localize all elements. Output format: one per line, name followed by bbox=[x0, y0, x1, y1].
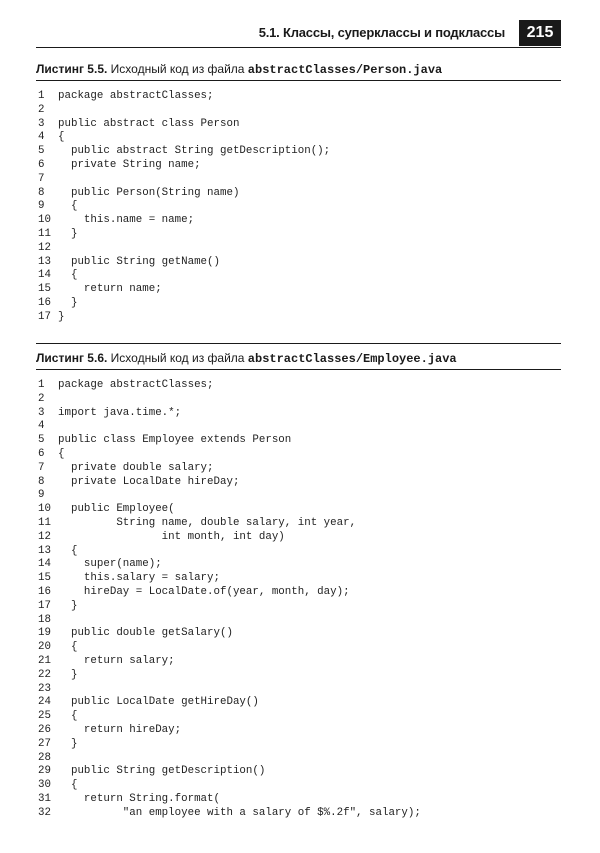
code-text: package abstractClasses; bbox=[58, 90, 214, 102]
line-number: 23 bbox=[38, 682, 51, 695]
code-text: this.salary = salary; bbox=[58, 572, 220, 585]
code-text: public class Employee extends Person bbox=[58, 434, 292, 447]
line-number: 8 bbox=[38, 186, 45, 199]
line-number: 14 bbox=[38, 558, 51, 571]
code-listing-employee bbox=[38, 379, 558, 821]
line-number: 1 bbox=[38, 90, 45, 102]
code-line bbox=[38, 242, 558, 256]
code-line bbox=[38, 379, 558, 393]
listing-caption-text: Исходный код из файла bbox=[107, 351, 248, 365]
code-text: } bbox=[58, 668, 78, 681]
section-title: 5.1. Классы, суперклассы и подклассы bbox=[258, 25, 505, 40]
line-number: 16 bbox=[38, 296, 51, 309]
code-text: { bbox=[58, 447, 65, 460]
code-line bbox=[38, 476, 558, 490]
code-listing-person bbox=[38, 90, 558, 325]
listing-top-rule bbox=[36, 343, 561, 344]
code-text: int month, int day) bbox=[58, 530, 285, 543]
code-line bbox=[38, 683, 558, 697]
line-number: 12 bbox=[38, 241, 51, 254]
line-number: 25 bbox=[38, 710, 51, 723]
line-number: 32 bbox=[38, 806, 51, 819]
code-line bbox=[38, 393, 558, 407]
code-line bbox=[38, 434, 558, 448]
line-number: 3 bbox=[38, 406, 45, 419]
code-line bbox=[38, 283, 558, 297]
code-line bbox=[38, 118, 558, 132]
line-number: 26 bbox=[38, 723, 51, 736]
code-line bbox=[38, 779, 558, 793]
code-line bbox=[38, 669, 558, 683]
line-number: 3 bbox=[38, 117, 45, 130]
code-text: } bbox=[58, 310, 65, 323]
code-line bbox=[38, 145, 558, 159]
code-line bbox=[38, 200, 558, 214]
code-line bbox=[38, 614, 558, 628]
line-number: 4 bbox=[38, 420, 45, 433]
line-number: 8 bbox=[38, 475, 45, 488]
code-line bbox=[38, 256, 558, 270]
line-number: 2 bbox=[38, 392, 45, 405]
code-line bbox=[38, 448, 558, 462]
code-line bbox=[38, 724, 558, 738]
code-line bbox=[38, 600, 558, 614]
code-text: } bbox=[58, 227, 78, 240]
code-text: super(name); bbox=[58, 558, 162, 571]
listing-filename: abstractClasses/Person.java bbox=[247, 63, 443, 77]
line-number: 5 bbox=[38, 434, 45, 447]
code-text: private double salary; bbox=[58, 461, 214, 474]
listing-rule bbox=[36, 80, 561, 81]
line-number: 15 bbox=[38, 283, 51, 296]
code-text: String name, double salary, int year, bbox=[58, 516, 357, 529]
line-number: 6 bbox=[38, 447, 45, 460]
code-text: "an employee with a salary of $%.2f", salary); bbox=[58, 806, 421, 819]
code-line bbox=[38, 187, 558, 201]
code-line bbox=[38, 738, 558, 752]
code-line bbox=[38, 655, 558, 669]
line-number: 19 bbox=[38, 627, 51, 640]
listing-caption-person bbox=[36, 61, 561, 78]
page-number: 215 bbox=[519, 20, 561, 46]
listing-label: Листинг 5.6. bbox=[36, 351, 108, 365]
code-text: return String.format( bbox=[58, 792, 220, 805]
line-number: 31 bbox=[38, 792, 51, 805]
line-number: 11 bbox=[38, 227, 51, 240]
code-line bbox=[38, 104, 558, 118]
code-text: return salary; bbox=[58, 654, 175, 667]
code-line bbox=[38, 90, 558, 104]
code-line bbox=[38, 131, 558, 145]
line-number: 9 bbox=[38, 200, 45, 213]
code-text: } bbox=[58, 737, 78, 750]
line-number: 27 bbox=[38, 737, 51, 750]
line-number: 5 bbox=[38, 145, 45, 158]
line-number: 13 bbox=[38, 255, 51, 268]
code-text: public String getName() bbox=[58, 255, 220, 268]
code-text: return name; bbox=[58, 283, 162, 296]
code-line bbox=[38, 420, 558, 434]
code-text: { bbox=[58, 544, 78, 557]
line-number: 7 bbox=[38, 172, 45, 185]
code-text: public LocalDate getHireDay() bbox=[58, 696, 259, 709]
code-line bbox=[38, 558, 558, 572]
code-text: return hireDay; bbox=[58, 723, 182, 736]
line-number: 22 bbox=[38, 668, 51, 681]
listing-rule bbox=[36, 369, 561, 370]
code-line bbox=[38, 407, 558, 421]
code-text: { bbox=[58, 779, 78, 792]
code-text: { bbox=[58, 641, 78, 654]
code-text: } bbox=[58, 296, 78, 309]
listing-caption-text: Исходный код из файла bbox=[107, 62, 248, 76]
code-line bbox=[38, 462, 558, 476]
line-number: 17 bbox=[38, 599, 51, 612]
listing-filename: abstractClasses/Employee.java bbox=[247, 352, 457, 366]
line-number: 2 bbox=[38, 103, 45, 116]
line-number: 1 bbox=[38, 379, 45, 391]
line-number: 9 bbox=[38, 489, 45, 502]
code-line bbox=[38, 489, 558, 503]
line-number: 6 bbox=[38, 158, 45, 171]
line-number: 20 bbox=[38, 641, 51, 654]
code-line bbox=[38, 793, 558, 807]
line-number: 18 bbox=[38, 613, 51, 626]
code-text: { bbox=[58, 200, 78, 213]
line-number: 11 bbox=[38, 516, 51, 529]
code-line bbox=[38, 627, 558, 641]
code-text: import java.time.*; bbox=[58, 406, 182, 419]
code-text: public double getSalary() bbox=[58, 627, 233, 640]
code-text: { bbox=[58, 710, 78, 723]
code-text: public abstract String getDescription(); bbox=[58, 145, 331, 158]
code-line bbox=[38, 269, 558, 283]
listing-label: Листинг 5.5. bbox=[36, 62, 108, 76]
code-line bbox=[38, 641, 558, 655]
code-line bbox=[38, 710, 558, 724]
line-number: 13 bbox=[38, 544, 51, 557]
code-line bbox=[38, 545, 558, 559]
code-text: hireDay = LocalDate.of(year, month, day); bbox=[58, 585, 350, 598]
code-line bbox=[38, 572, 558, 586]
code-text: { bbox=[58, 269, 78, 282]
line-number: 29 bbox=[38, 765, 51, 778]
line-number: 16 bbox=[38, 585, 51, 598]
code-text: public String getDescription() bbox=[58, 765, 266, 778]
line-number: 28 bbox=[38, 751, 51, 764]
code-line bbox=[38, 586, 558, 600]
line-number: 15 bbox=[38, 572, 51, 585]
line-number: 14 bbox=[38, 269, 51, 282]
line-number: 10 bbox=[38, 503, 51, 516]
line-number: 12 bbox=[38, 530, 51, 543]
header-rule bbox=[36, 47, 561, 48]
code-line bbox=[38, 228, 558, 242]
code-line bbox=[38, 696, 558, 710]
code-line bbox=[38, 517, 558, 531]
code-text: public Employee( bbox=[58, 503, 175, 516]
line-number: 24 bbox=[38, 696, 51, 709]
code-line bbox=[38, 752, 558, 766]
code-line bbox=[38, 297, 558, 311]
code-text: { bbox=[58, 131, 65, 144]
code-line bbox=[38, 765, 558, 779]
line-number: 21 bbox=[38, 654, 51, 667]
line-number: 30 bbox=[38, 779, 51, 792]
code-line bbox=[38, 503, 558, 517]
code-line bbox=[38, 159, 558, 173]
line-number: 4 bbox=[38, 131, 45, 144]
code-line bbox=[38, 807, 558, 821]
code-text: this.name = name; bbox=[58, 214, 195, 227]
code-line bbox=[38, 531, 558, 545]
code-line bbox=[38, 311, 558, 325]
listing-caption-employee bbox=[36, 350, 561, 367]
code-line bbox=[38, 173, 558, 187]
code-text: public Person(String name) bbox=[58, 186, 240, 199]
code-line bbox=[38, 214, 558, 228]
line-number: 7 bbox=[38, 461, 45, 474]
code-text: package abstractClasses; bbox=[58, 379, 214, 391]
code-text: } bbox=[58, 599, 78, 612]
line-number: 17 bbox=[38, 310, 51, 323]
running-header bbox=[36, 18, 561, 48]
code-text: public abstract class Person bbox=[58, 117, 240, 130]
line-number: 10 bbox=[38, 214, 51, 227]
code-text: private LocalDate hireDay; bbox=[58, 475, 240, 488]
code-text: private String name; bbox=[58, 158, 201, 171]
